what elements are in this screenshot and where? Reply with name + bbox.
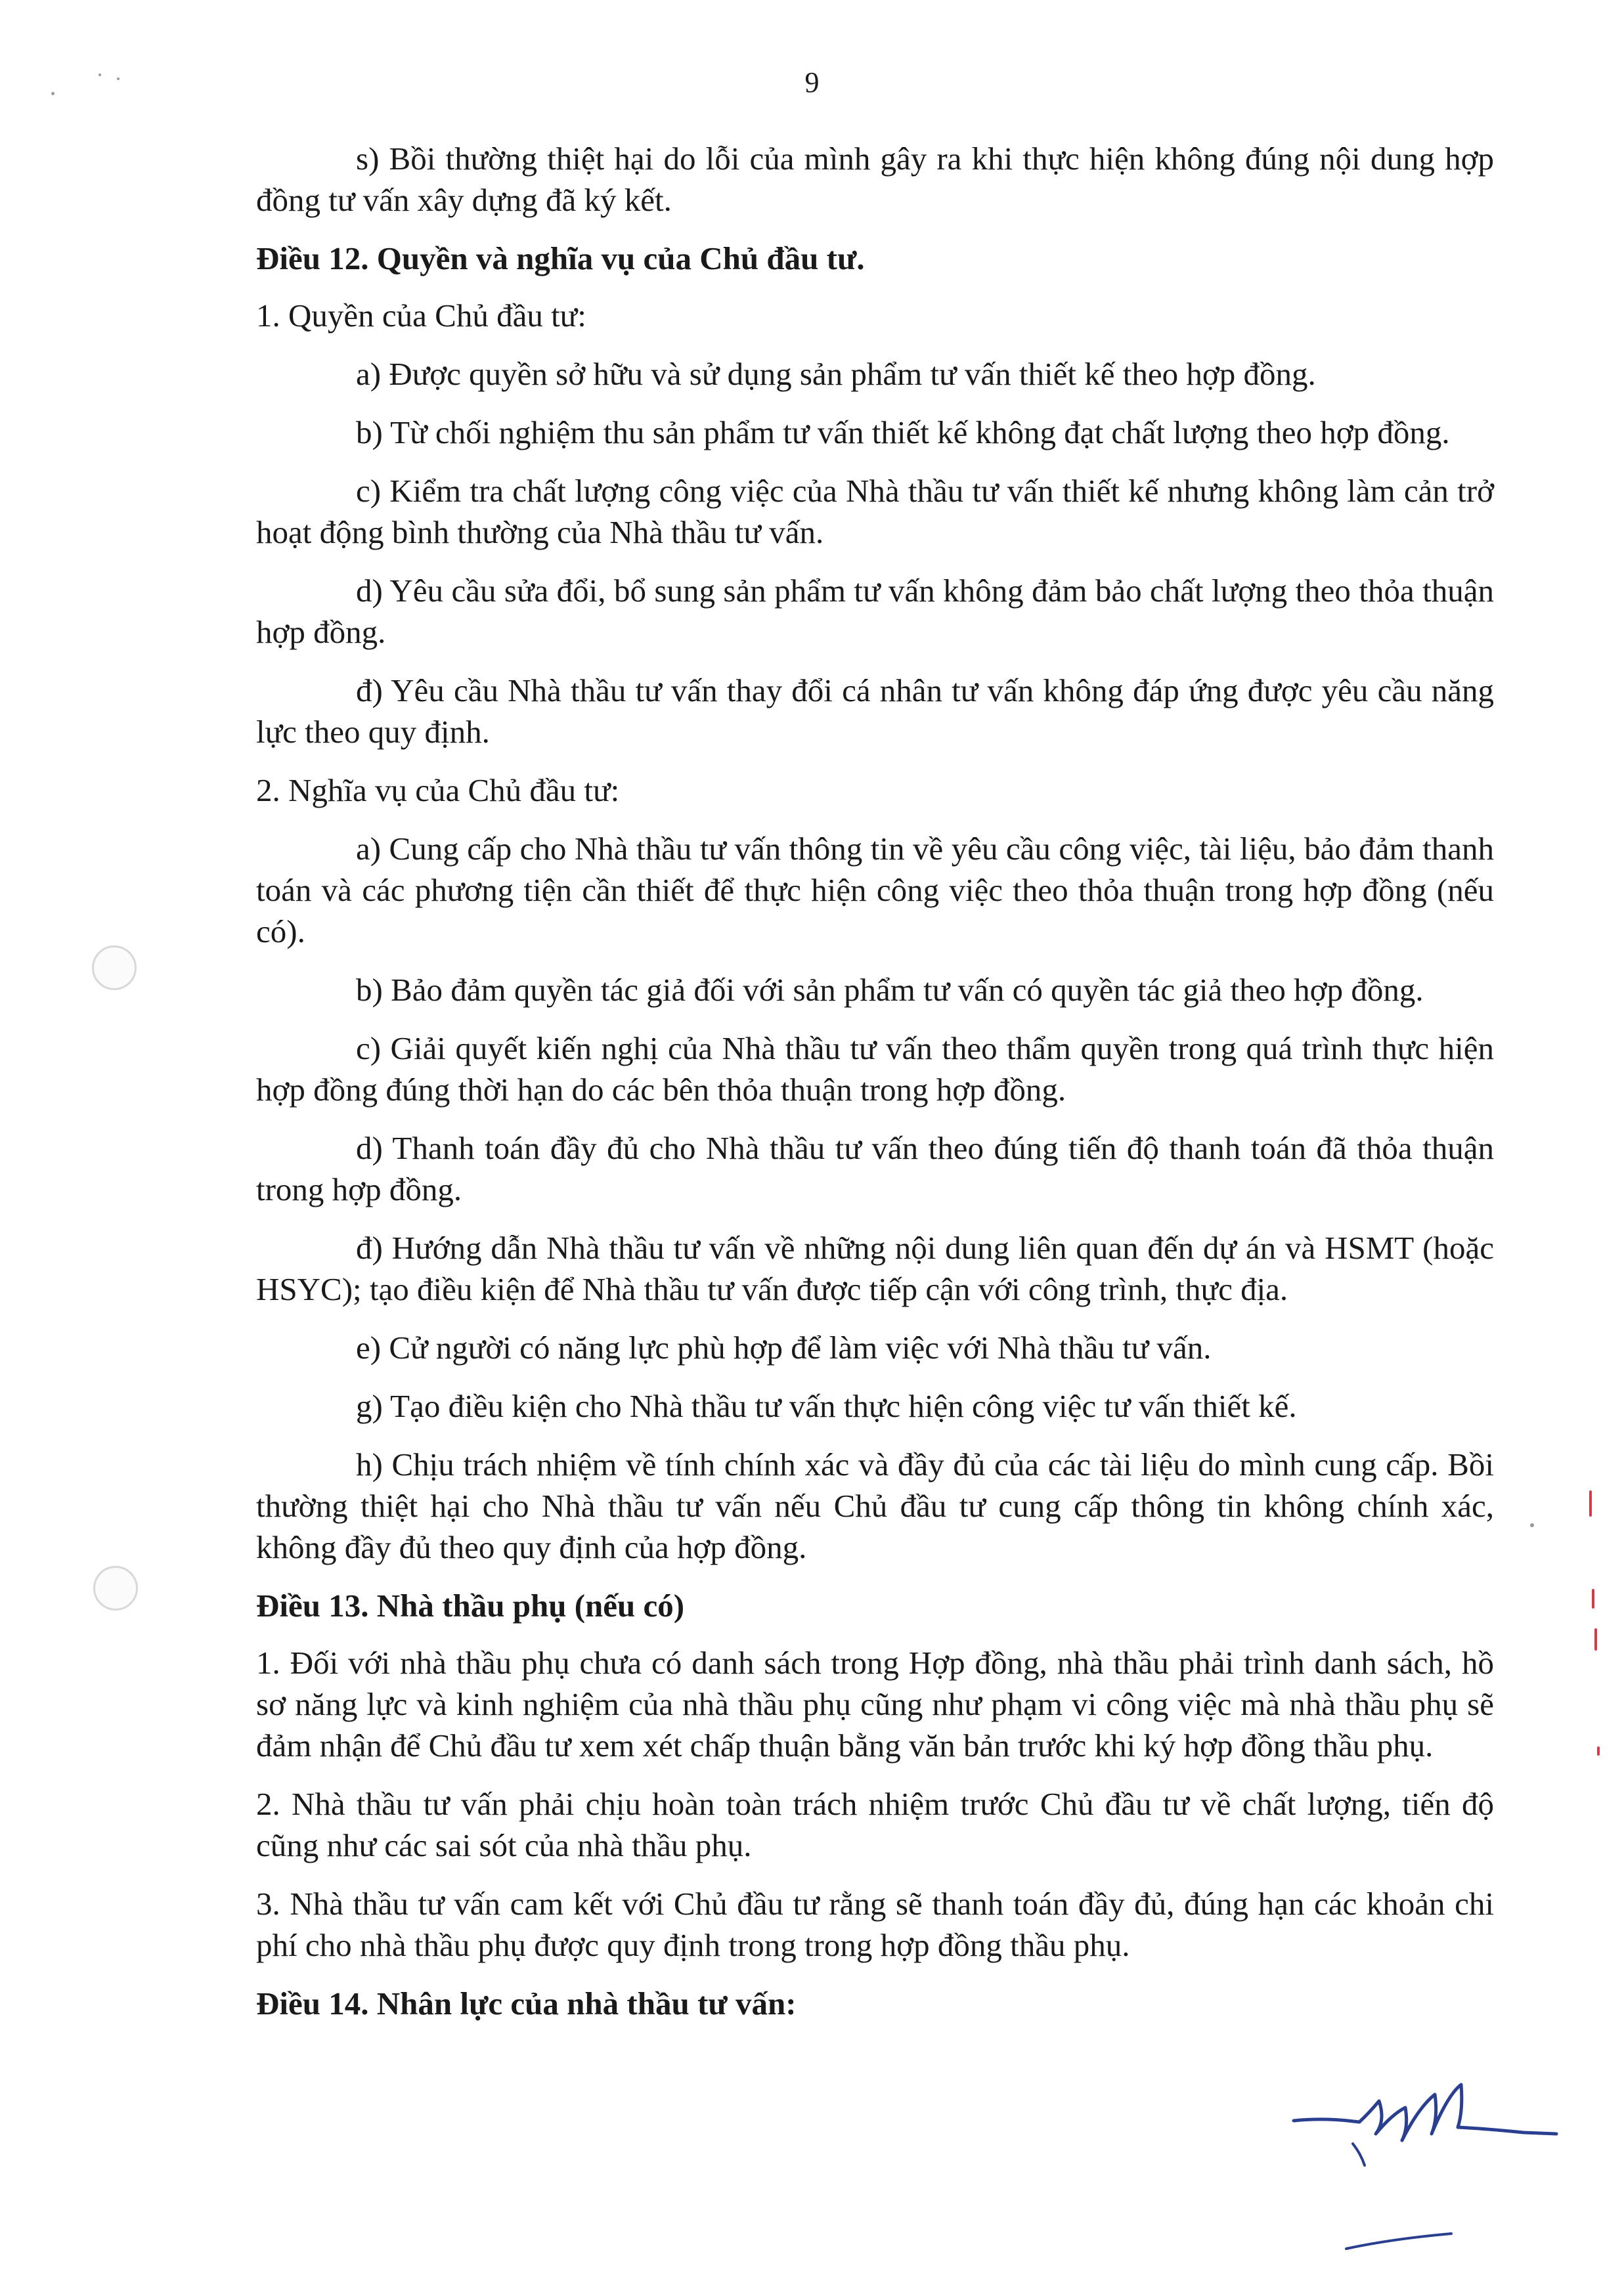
paragraph: 1. Quyền của Chủ đầu tư: <box>256 297 586 334</box>
scan-speck <box>1530 1523 1534 1527</box>
paragraph: e) Cử người có năng lực phù hợp để làm việc với Nhà thầu tư vấn. <box>356 1330 1212 1366</box>
handwritten-signature <box>1287 2081 1563 2278</box>
paragraph: 2. Nghĩa vụ của Chủ đầu tư: <box>256 772 620 808</box>
red-margin-mark <box>1597 1746 1600 1756</box>
paragraph: a) Cung cấp cho Nhà thầu tư vấn thông tin về yêu cầu công việc, tài liệu, bảo đảm thanh toán và các phương tiện cần thiết để thực hiện công việc theo thỏa thuận trong hợp đồng (nếu có). <box>256 831 1494 949</box>
paragraph: c) Kiểm tra chất lượng công việc của Nhà thầu tư vấn thiết kế nhưng không làm cản trở hoạt động bình thường của Nhà thầu tư vấn. <box>256 473 1494 550</box>
signature-stroke <box>1294 2085 1556 2140</box>
red-margin-mark <box>1594 1628 1597 1651</box>
paragraph: d) Yêu cầu sửa đổi, bổ sung sản phẩm tư vấn không đảm bảo chất lượng theo thỏa thuận hợp đồng. <box>256 573 1494 650</box>
punch-hole-mark <box>92 945 137 990</box>
paragraph: b) Bảo đảm quyền tác giả đối với sản phẩm tư vấn có quyền tác giả theo hợp đồng. <box>356 972 1424 1008</box>
paragraph: a) Được quyền sở hữu và sử dụng sản phẩm tư vấn thiết kế theo hợp đồng. <box>356 356 1316 392</box>
paragraph: s) Bồi thường thiệt hại do lỗi của mình gây ra khi thực hiện không đúng nội dung hợp đồng tư vấn xây dựng đã ký kết. <box>256 141 1494 218</box>
section-heading: Điều 12. Quyền và nghĩa vụ của Chủ đầu tư. <box>256 240 865 276</box>
red-margin-mark <box>1592 1589 1594 1609</box>
paragraph: g) Tạo điều kiện cho Nhà thầu tư vấn thực hiện công việc tư vấn thiết kế. <box>356 1388 1297 1424</box>
signature-stroke <box>1353 2144 1365 2165</box>
document-body <box>256 138 1494 2040</box>
signature-stroke <box>1346 2234 1451 2249</box>
punch-hole-mark <box>93 1566 138 1611</box>
paragraph: c) Giải quyết kiến nghị của Nhà thầu tư vấn theo thẩm quyền trong quá trình thực hiện hợp đồng đúng thời hạn do các bên thỏa thuận trong hợp đồng. <box>256 1030 1494 1108</box>
paragraph: d) Thanh toán đầy đủ cho Nhà thầu tư vấn theo đúng tiến độ thanh toán đã thỏa thuận trong hợp đồng. <box>256 1130 1494 1207</box>
paragraph: b) Từ chối nghiệm thu sản phẩm tư vấn thiết kế không đạt chất lượng theo hợp đồng. <box>356 414 1450 450</box>
red-margin-mark <box>1589 1490 1592 1517</box>
page-number: 9 <box>804 66 820 98</box>
paragraph: đ) Hướng dẫn Nhà thầu tư vấn về những nội dung liên quan đến dự án và HSMT (hoặc HSYC); tạo điều kiện để Nhà thầu tư vấn được tiếp cận với công trình, thực địa. <box>256 1230 1494 1307</box>
paragraph: 1. Đối với nhà thầu phụ chưa có danh sách trong Hợp đồng, nhà thầu phải trình danh sách, hồ sơ năng lực và kinh nghiệm của nhà thầu phụ cũng như phạm vi công việc mà nhà thầu phụ sẽ đảm nhận để Chủ đầu tư xem xét chấp thuận bằng văn bản trước khi ký hợp đồng thầu phụ. <box>256 1645 1494 1764</box>
paragraph: 2. Nhà thầu tư vấn phải chịu hoàn toàn trách nhiệm trước Chủ đầu tư về chất lượng, tiến độ cũng như các sai sót của nhà thầu phụ. <box>256 1786 1494 1863</box>
section-heading: Điều 13. Nhà thầu phụ (nếu có) <box>256 1588 685 1624</box>
section-heading: Điều 14. Nhân lực của nhà thầu tư vấn: <box>256 1985 797 2022</box>
paragraph: đ) Yêu cầu Nhà thầu tư vấn thay đổi cá nhân tư vấn không đáp ứng được yêu cầu năng lực theo quy định. <box>256 672 1494 750</box>
paragraph: 3. Nhà thầu tư vấn cam kết với Chủ đầu tư rằng sẽ thanh toán đầy đủ, đúng hạn các khoản chi phí cho nhà thầu phụ được quy định trong trong hợp đồng thầu phụ. <box>256 1886 1494 1963</box>
paragraph: h) Chịu trách nhiệm về tính chính xác và đầy đủ của các tài liệu do mình cung cấp. Bồi thường thiệt hại cho Nhà thầu tư vấn nếu Chủ đầu tư cung cấp thông tin không chính xác, không đầy đủ theo quy định của hợp đồng. <box>256 1446 1494 1565</box>
